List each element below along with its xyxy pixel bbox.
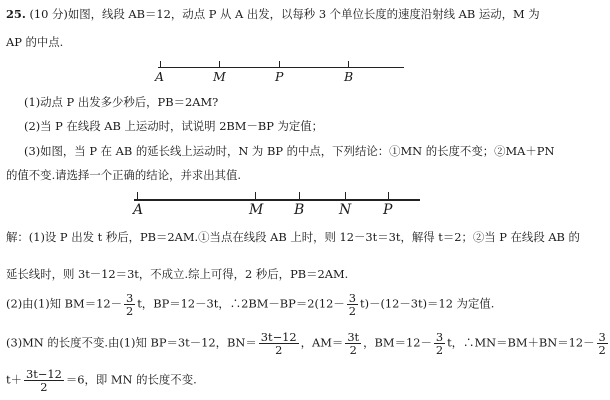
question-1: (1)动点 P 出发多少秒后，PB＝2AM? xyxy=(24,95,219,109)
fig1-label-m: M xyxy=(213,69,226,84)
problem-intro-2: AP 的中点. xyxy=(6,35,64,49)
solution-line-2: 延长线时，则 3t－12＝3t，不成立.综上可得，2 秒后，PB＝2AM. xyxy=(6,267,349,281)
fig2-tick-n xyxy=(345,192,346,200)
fig1-label-a: A xyxy=(155,69,165,84)
fraction-3t-12-over-2: $\frac{3t-12}{2}$ xyxy=(25,367,62,394)
fig2-label-a: A xyxy=(133,202,144,218)
fig1-tick-a xyxy=(160,61,161,68)
fig2-line xyxy=(134,199,420,201)
fraction-3t-over-2: $\frac{3t}{2}$ xyxy=(347,330,360,357)
fraction-3-over-2: $\frac{3}{2}$ xyxy=(125,291,134,318)
fig2-tick-b xyxy=(299,192,300,200)
question-2: (2)当 P 在线段 AB 上运动时，试说明 2BM－BP 为定值； xyxy=(24,119,324,133)
solution-line-1: 解：(1)设 P 出发 t 秒后，PB＝2AM.①当点在线段 AB 上时，则 12－3t＝3t，解得 t＝2；②当 P 在线段 AB 的 xyxy=(6,230,580,244)
solution-line-3: (2)由(1)知 BM＝12－ $\frac{3}{2}$ t，BP＝12－3t，∴2BM－BP＝2(12－ $\frac{3}{2}$ t)－(12－3t)＝12 为定值. xyxy=(6,291,495,318)
fig1-tick-m xyxy=(219,61,220,68)
fraction-3-over-2: $\frac{3}{2}$ xyxy=(598,330,606,357)
fraction-3-over-2: $\frac{3}{2}$ xyxy=(348,291,357,318)
fig2-tick-m xyxy=(255,192,256,200)
problem-score: (10 分) xyxy=(29,7,68,21)
fig1-label-b: B xyxy=(344,69,354,84)
fraction-3-over-2: $\frac{3}{2}$ xyxy=(435,330,444,357)
fig1-tick-p xyxy=(279,61,280,68)
fig1-label-p: P xyxy=(275,69,284,84)
fig2-tick-p xyxy=(388,192,389,200)
problem-number: 25. xyxy=(6,7,26,21)
problem-line-1 xyxy=(6,6,560,22)
fraction-3t-12-over-2: $\frac{3t-12}{2}$ xyxy=(260,330,297,357)
question-3-line-1: (3)如图，当 P 在 AB 的延长线上运动时，N 为 BP 的中点，下列结论：①MN 的长度不变；②MA＋PN xyxy=(24,144,555,158)
fig2-label-n: N xyxy=(339,202,352,218)
fig2-tick-a xyxy=(137,192,138,200)
problem-intro-1: 如图，线段 AB＝12，动点 P 从 A 出发，以每秒 3 个单位长度的速度沿射线 AB 运动，M 为 xyxy=(67,7,540,21)
solution-line-5: t＋ $\frac{3t-12}{2}$ ＝6，即 MN 的长度不变. xyxy=(6,367,197,394)
solution-line-4: (3)MN 的长度不变.由(1)知 BP＝3t－12，BN＝ $\frac{3t-12}{2}$ ，AM＝ $\frac{3t}{2}$ ，BM＝12－ $\frac{3}{2}$ t，∴MN＝BM＋BN＝12－ $\frac{3}{2}$ xyxy=(6,330,606,357)
fig1-tick-b xyxy=(348,61,349,68)
fig2-label-m: M xyxy=(249,202,264,218)
question-3-line-2: 的值不变.请选择一个正确的结论，并求出其值. xyxy=(6,168,242,182)
fig2-label-b: B xyxy=(294,202,305,218)
fig2-label-p: P xyxy=(383,202,393,218)
